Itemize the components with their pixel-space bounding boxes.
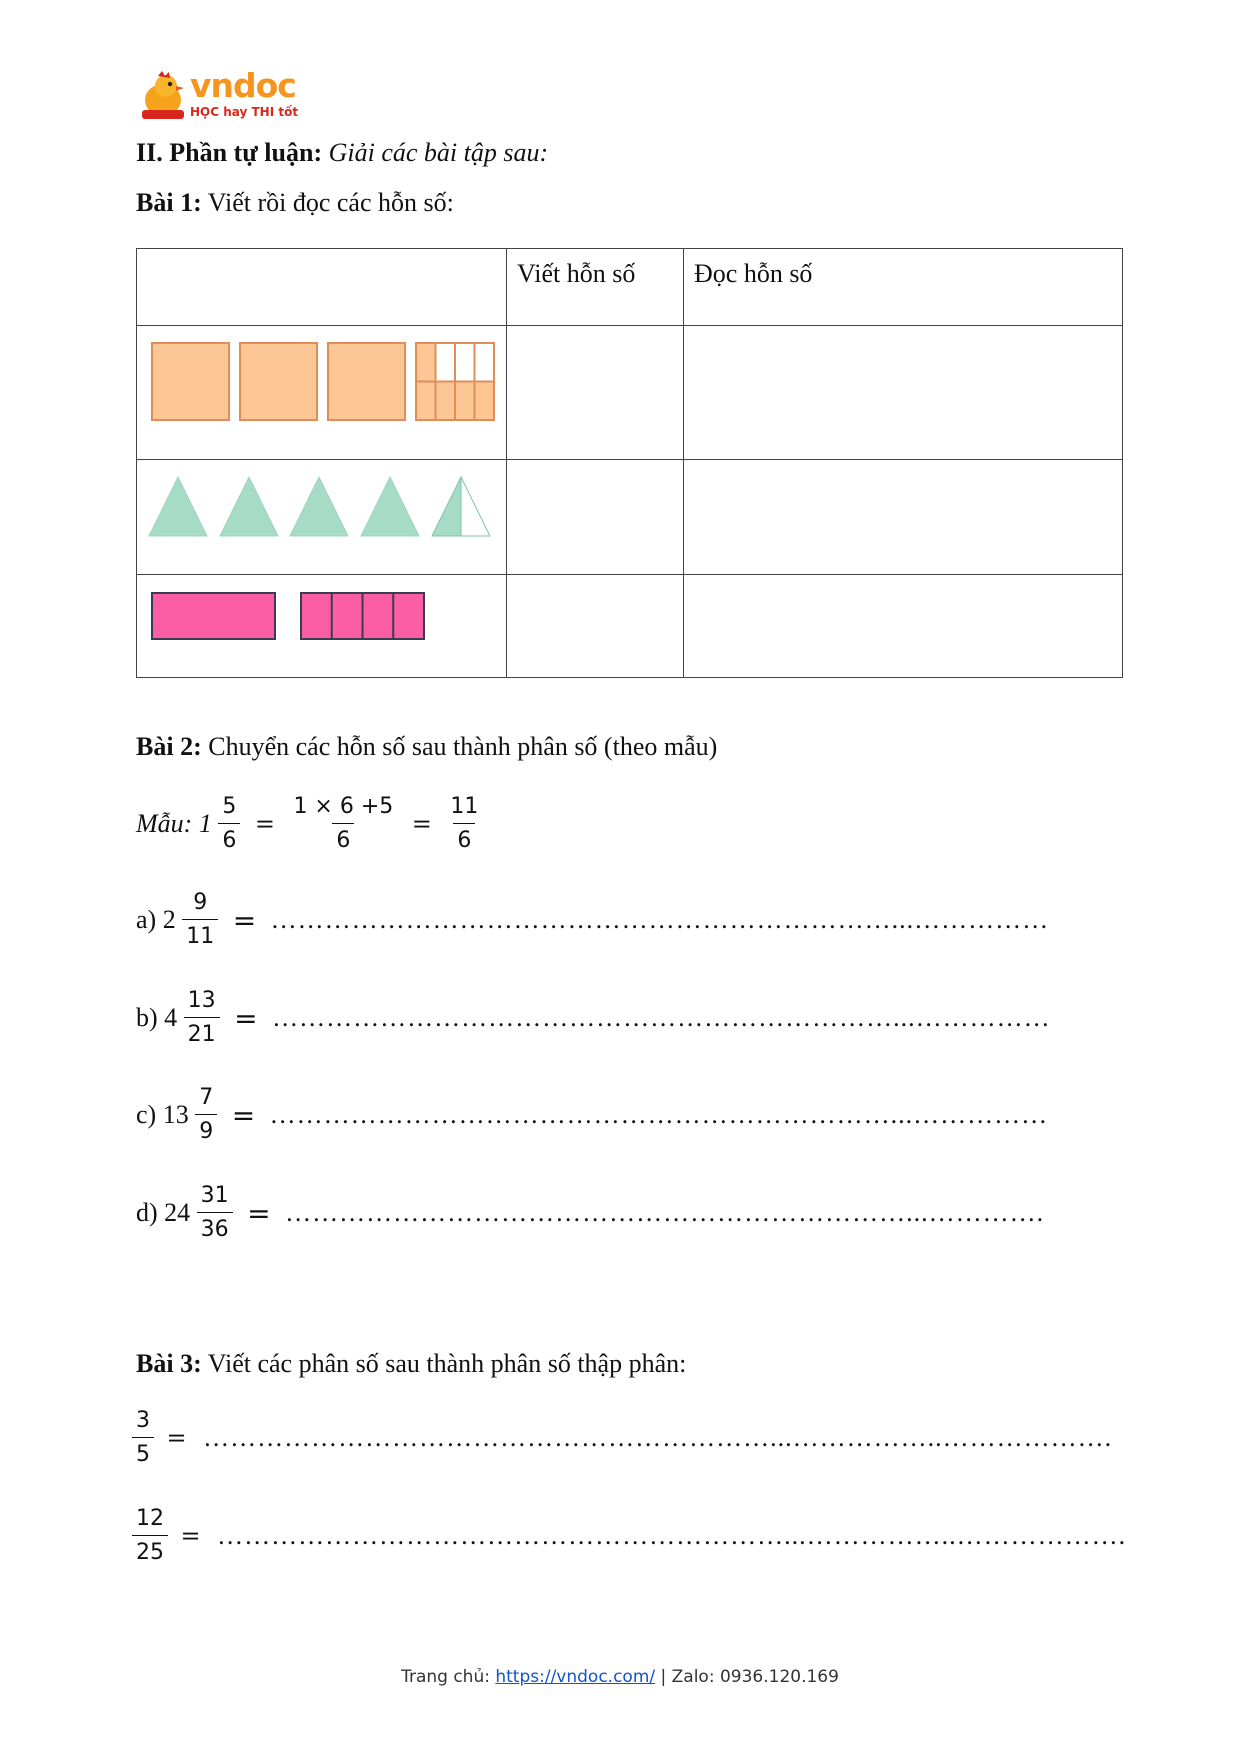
answer-write-cell[interactable]: [507, 326, 684, 460]
full-triangle-1: [149, 477, 207, 536]
answer-read-cell[interactable]: [684, 326, 1123, 460]
full-triangle-4: [361, 477, 419, 536]
header-write: Viết hỗn số: [507, 249, 684, 326]
answer-write-cell[interactable]: [507, 460, 684, 575]
mixed-number-table: [136, 248, 1123, 678]
item-numerator: 13: [187, 988, 216, 1013]
half-triangle: [432, 477, 490, 536]
expression-numerator: 1 × 6 +5: [293, 794, 394, 819]
full-square-3: [328, 343, 405, 420]
triangles-figure: [137, 460, 506, 567]
section-subtitle: Giải các bài tập sau:: [328, 138, 549, 167]
example-denominator: 6: [218, 823, 240, 852]
table-row: [137, 460, 1123, 575]
ex1-heading: [136, 188, 454, 218]
item-label: d) 24: [136, 1198, 191, 1227]
logo-tagline: HỌC hay THI tốt: [190, 105, 299, 119]
rectangles-figure-cell: [137, 575, 507, 678]
full-square-2: [240, 343, 317, 420]
item-denominator: 5: [132, 1437, 154, 1466]
ex3-heading: [136, 1349, 686, 1379]
ex2-item-b: b) 4 $\frac{13}{21}$ = ……………………………………………………………...……………: [136, 988, 1051, 1047]
section-title: II. Phần tự luận:: [136, 138, 323, 167]
item-numerator: 3: [136, 1408, 150, 1433]
expression-denominator: 6: [332, 823, 354, 852]
squares-figure: [137, 326, 506, 452]
answer-blank[interactable]: ……………………………………………………………...………….: [285, 1198, 1045, 1227]
item-fraction: [182, 892, 218, 948]
item-label: b) 4: [136, 1003, 178, 1032]
ex2-item-d: d) 24 $\frac{31}{36}$ = ……………………………………………………………...………….: [136, 1183, 1045, 1242]
example-numerator: 5: [222, 794, 237, 819]
footer-contact: | Zalo: 0936.120.169: [660, 1667, 839, 1687]
chick-mascot-icon: [136, 70, 190, 122]
answer-read-cell[interactable]: [684, 575, 1123, 678]
item-numerator: 9: [193, 890, 208, 915]
ex3-item-2: $\frac{12}{25}$ = ………………………………………………………...……………..……………….: [132, 1508, 1126, 1564]
section-heading: [136, 138, 548, 168]
header-blank-cell: [137, 249, 507, 326]
answer-blank[interactable]: ……………………………………………………………...……………: [270, 905, 1050, 934]
item-fraction: [195, 1087, 217, 1143]
ex3-label: Bài 3:: [136, 1349, 202, 1378]
full-squares: [152, 343, 405, 420]
full-triangle-3: [290, 477, 348, 536]
rectangles-figure: [137, 575, 506, 670]
example-expression: [289, 796, 397, 852]
example-fraction: [218, 796, 240, 852]
ex3-item-1: $\frac{3}{5}$ = ………………………………………………………...……………..……………….: [132, 1410, 1112, 1466]
item-denominator: 21: [184, 1017, 220, 1046]
table-header-row: [137, 249, 1123, 326]
page-footer: [0, 1667, 1240, 1687]
answer-read-cell[interactable]: [684, 460, 1123, 575]
item-denominator: 11: [182, 919, 218, 948]
item-denominator: 25: [132, 1535, 168, 1564]
answer-write-cell[interactable]: [507, 575, 684, 678]
ex3-text: Viết các phân số sau thành phân số thập phân:: [207, 1349, 687, 1378]
answer-blank[interactable]: ………………………………………………………...……………..……………….: [203, 1423, 1113, 1452]
example-label: Mẫu: 1: [136, 809, 212, 838]
item-numerator: 31: [200, 1183, 229, 1208]
triangles-figure-cell: [137, 460, 507, 575]
full-rectangle: [152, 593, 275, 639]
header-read: Đọc hỗn số: [684, 249, 1123, 326]
ex2-label: Bài 2:: [136, 732, 202, 761]
full-square-1: [152, 343, 229, 420]
partial-rectangle: [301, 593, 424, 639]
squares-figure-cell: [137, 326, 507, 460]
footer-link[interactable]: https://vndoc.com/: [495, 1667, 656, 1687]
item-denominator: 36: [197, 1212, 233, 1241]
item-fraction: [184, 990, 220, 1046]
result-denominator: 6: [453, 823, 475, 852]
answer-blank[interactable]: ……………………………………………………………...……………: [272, 1003, 1051, 1032]
answer-blank[interactable]: ……………………………………………………………...……………: [269, 1100, 1049, 1129]
answer-blank[interactable]: ………………………………………………………...……………..……………….: [217, 1521, 1127, 1550]
item-fraction: [197, 1185, 233, 1241]
item-fraction: [132, 1410, 154, 1466]
item-label: c) 13: [136, 1100, 189, 1129]
ex2-item-c: c) 13 $\frac{7}{9}$ = ……………………………………………………………...……………: [136, 1085, 1049, 1144]
item-fraction: [132, 1508, 168, 1564]
full-triangle-2: [220, 477, 278, 536]
logo-wordmark: vndoc: [190, 66, 296, 105]
table-row: [137, 326, 1123, 460]
item-denominator: 9: [195, 1114, 217, 1143]
ex1-label: Bài 1:: [136, 188, 202, 217]
item-label: a) 2: [136, 905, 176, 934]
table-row: [137, 575, 1123, 678]
vndoc-logo: [136, 66, 299, 126]
partial-square: [416, 343, 494, 420]
ex2-example: Mẫu: 1 $\frac{5}{6}$ = $\frac{1 \times 6 +5}{6}$ = $\frac{11}{6}$: [136, 796, 482, 852]
ex2-item-a: a) 2 $\frac{9}{11}$ = ……………………………………………………………...……………: [136, 890, 1050, 949]
footer-prefix: Trang chủ:: [401, 1667, 490, 1687]
ex2-text: Chuyển các hỗn số sau thành phân số (theo mẫu): [208, 732, 718, 761]
ex2-heading: [136, 732, 717, 762]
ex1-text: Viết rồi đọc các hỗn số:: [207, 188, 454, 217]
example-result: [446, 796, 482, 852]
result-numerator: 11: [450, 794, 479, 819]
item-numerator: 7: [199, 1085, 214, 1110]
item-numerator: 12: [136, 1506, 164, 1531]
